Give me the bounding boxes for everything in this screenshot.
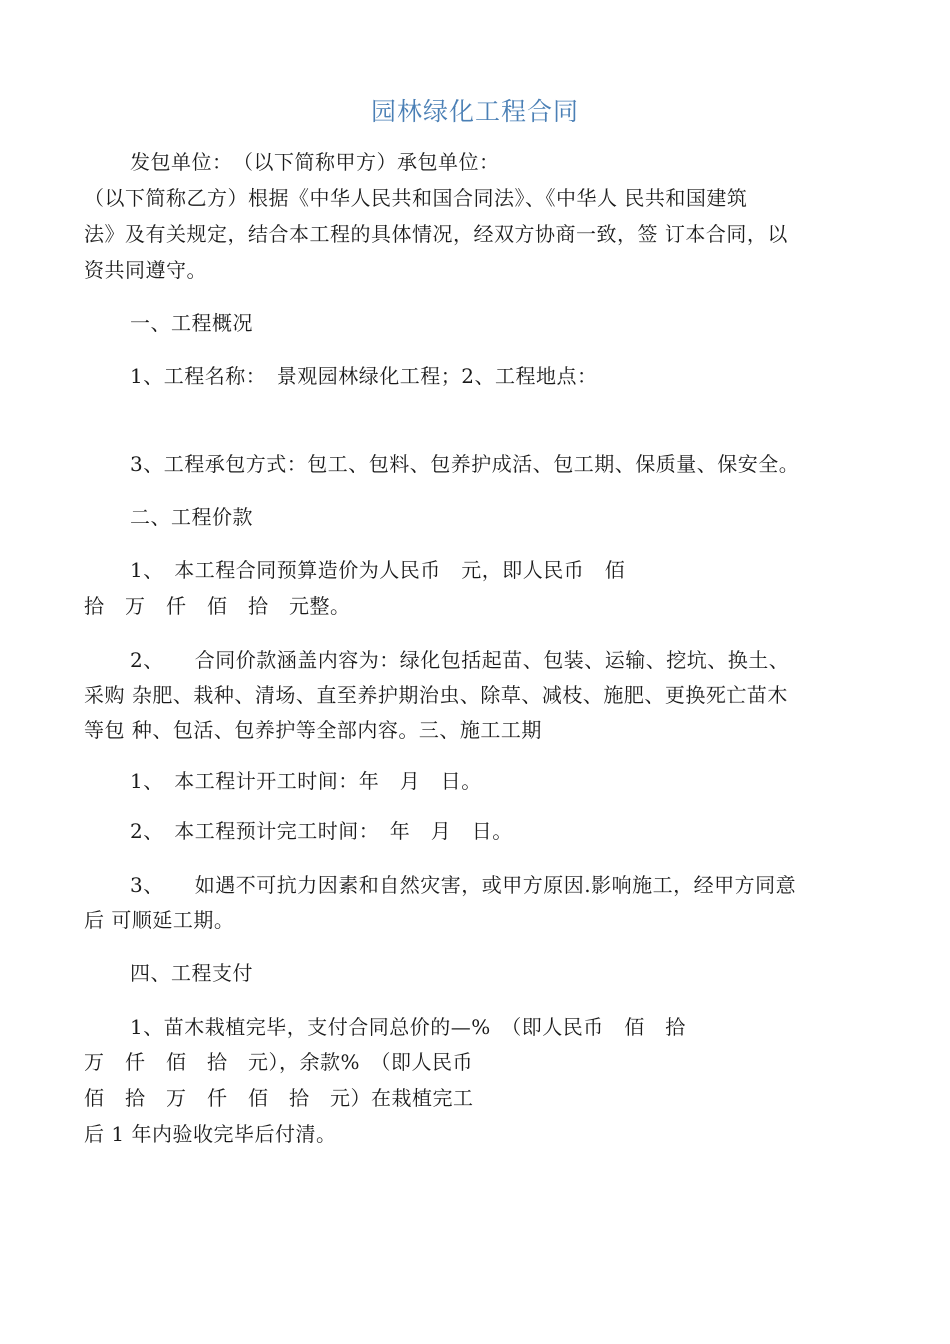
clause-budget-line-2: 拾 万 仟 佰 拾 元整。 xyxy=(84,594,351,618)
section-heading-overview: 一、工程概况 xyxy=(130,311,253,335)
paragraph-parties-line-4: 资共同遵守。 xyxy=(84,258,207,282)
clause-payment-line-2: 万 仟 佰 拾 元），余款% （即人民币 xyxy=(84,1050,474,1074)
paragraph-parties-line-1: 发包单位： （以下简称甲方）承包单位： xyxy=(130,150,500,174)
clause-scope-line-2: 采购 杂肥、栽种、清场、直至养护期治虫、除草、减枝、施肥、更换死亡苗木 xyxy=(84,683,788,707)
clause-payment-line-1: 1、苗木栽植完毕，支付合同总价的—% （即人民币 佰 拾 xyxy=(130,1015,686,1039)
section-heading-price: 二、工程价款 xyxy=(130,505,253,529)
clause-scope-line-3: 等包 种、包活、包养护等全部内容。三、施工工期 xyxy=(84,718,542,742)
clause-scope-line-1: 2、 合同价款涵盖内容为：绿化包括起苗、包装、运输、挖坑、换土、 xyxy=(130,648,790,672)
document-title: 园林绿化工程合同 xyxy=(370,97,579,126)
paragraph-parties-line-3: 法》及有关规定，结合本工程的具体情况，经双方协商一致，签 订本合同，以 xyxy=(84,222,788,246)
paragraph-parties-line-2: （以下简称乙方）根据《中华人民共和国合同法》、《中华人 民共和国建筑 xyxy=(84,186,748,210)
clause-budget-line-1: 1、 本工程合同预算造价为人民币 元，即人民币 佰 xyxy=(130,558,626,582)
clause-contract-mode: 3、工程承包方式：包工、包料、包养护成活、包工期、保质量、保安全。 xyxy=(130,452,800,476)
clause-force-majeure-line-2: 后 可顺延工期。 xyxy=(84,908,235,932)
clause-start-date: 1、 本工程计开工时间：年 月 日。 xyxy=(130,769,482,793)
clause-project-name: 1、工程名称： 景观园林绿化工程；2、工程地点： xyxy=(130,364,598,388)
section-heading-payment: 四、工程支付 xyxy=(130,961,253,985)
clause-payment-line-4: 后 1 年内验收完毕后付清。 xyxy=(84,1122,337,1146)
clause-force-majeure-line-1: 3、 如遇不可抗力因素和自然灾害，或甲方原因.影响施工，经甲方同意 xyxy=(130,873,797,897)
clause-payment-line-3: 佰 拾 万 仟 佰 拾 元）在栽植完工 xyxy=(84,1086,474,1110)
clause-finish-date: 2、 本工程预计完工时间： 年 月 日。 xyxy=(130,819,513,843)
